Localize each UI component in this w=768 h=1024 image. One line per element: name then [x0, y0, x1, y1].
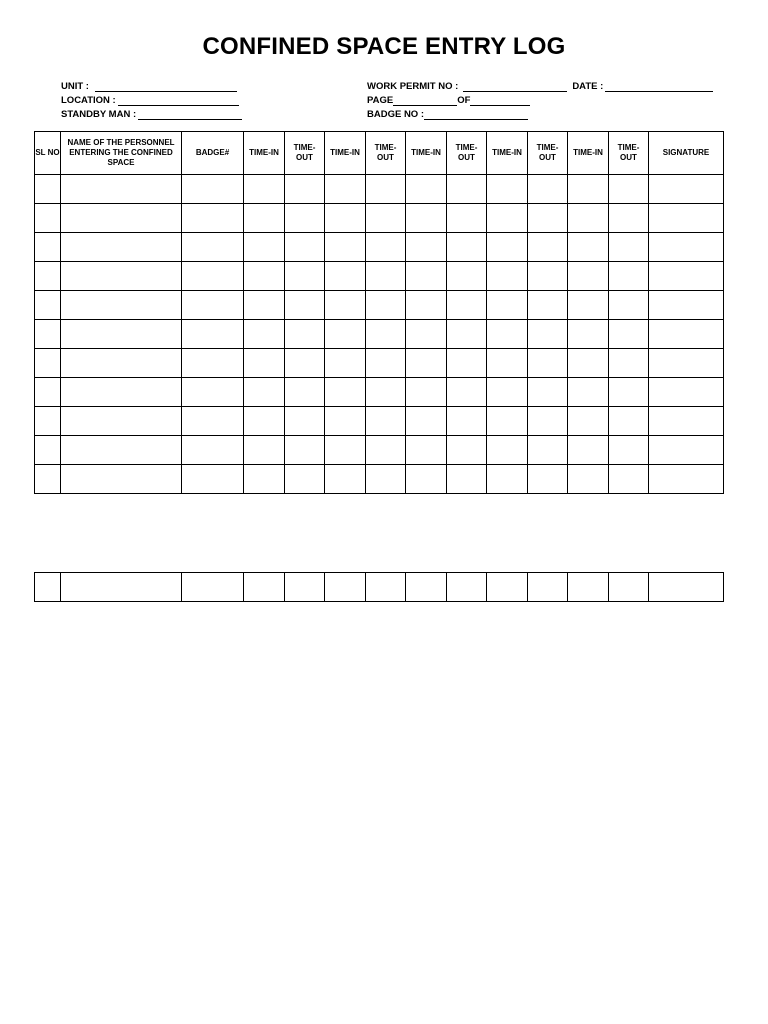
- table-cell[interactable]: [528, 407, 568, 436]
- work-permit-label: WORK PERMIT NO :: [367, 81, 459, 92]
- table-cell[interactable]: [366, 407, 406, 436]
- table-cell[interactable]: [366, 175, 406, 204]
- table-cell[interactable]: [366, 573, 406, 602]
- table-cell[interactable]: [528, 262, 568, 291]
- page-label: PAGE: [367, 95, 394, 106]
- col-header-time-in: TIME-IN: [568, 132, 609, 175]
- table-row: [35, 175, 724, 204]
- table-cell[interactable]: [285, 349, 325, 378]
- table-cell[interactable]: [285, 204, 325, 233]
- table-cell[interactable]: [244, 436, 285, 465]
- location-input-line[interactable]: [118, 96, 239, 106]
- table-cell[interactable]: [528, 573, 568, 602]
- table-cell[interactable]: [285, 573, 325, 602]
- table-cell[interactable]: [487, 204, 528, 233]
- table-cell[interactable]: [61, 407, 182, 436]
- unit-label: UNIT :: [61, 81, 89, 92]
- table-cell[interactable]: [244, 465, 285, 494]
- table-cell[interactable]: [61, 349, 182, 378]
- table-cell[interactable]: [568, 436, 609, 465]
- table-cell[interactable]: [35, 407, 61, 436]
- table-cell[interactable]: [406, 320, 447, 349]
- table-cell[interactable]: [568, 175, 609, 204]
- table-row: [35, 349, 724, 378]
- table-cell[interactable]: [285, 320, 325, 349]
- table-cell[interactable]: [609, 291, 649, 320]
- table-cell[interactable]: [325, 465, 366, 494]
- table-cell[interactable]: [325, 262, 366, 291]
- table-cell[interactable]: [244, 378, 285, 407]
- date-input-line[interactable]: [605, 82, 713, 92]
- table-cell[interactable]: [487, 233, 528, 262]
- table-cell[interactable]: [528, 465, 568, 494]
- table-cell[interactable]: [35, 436, 61, 465]
- table-row: [35, 320, 724, 349]
- table-cell[interactable]: [285, 407, 325, 436]
- standby-man-input-line[interactable]: [138, 110, 242, 120]
- table-cell[interactable]: [35, 262, 61, 291]
- table-cell[interactable]: [61, 291, 182, 320]
- table-cell[interactable]: [487, 349, 528, 378]
- col-header-time-in: TIME-IN: [487, 132, 528, 175]
- table-cell[interactable]: [325, 291, 366, 320]
- table-cell[interactable]: [649, 349, 724, 378]
- table-cell[interactable]: [649, 378, 724, 407]
- table-cell[interactable]: [285, 465, 325, 494]
- standby-man-field: [61, 109, 242, 120]
- table-cell[interactable]: [35, 320, 61, 349]
- table-cell[interactable]: [447, 465, 487, 494]
- col-header-time-in: TIME-IN: [244, 132, 285, 175]
- table-cell[interactable]: [568, 407, 609, 436]
- table-cell[interactable]: [487, 291, 528, 320]
- table-cell[interactable]: [366, 262, 406, 291]
- of-label: OF: [457, 95, 471, 106]
- table-cell[interactable]: [447, 436, 487, 465]
- table-cell[interactable]: [366, 465, 406, 494]
- table-cell[interactable]: [568, 291, 609, 320]
- table-cell[interactable]: [325, 378, 366, 407]
- table-cell[interactable]: [447, 320, 487, 349]
- table-cell[interactable]: [182, 349, 244, 378]
- table-cell[interactable]: [244, 320, 285, 349]
- table-row: [35, 262, 724, 291]
- col-header-time-out: TIME-OUT: [285, 132, 325, 175]
- table-cell[interactable]: [609, 407, 649, 436]
- table-cell[interactable]: [366, 436, 406, 465]
- col-header-time-in: TIME-IN: [406, 132, 447, 175]
- location-field: [61, 95, 239, 106]
- badge-no-input-line[interactable]: [424, 110, 528, 120]
- table-cell[interactable]: [487, 407, 528, 436]
- table-cell[interactable]: [182, 204, 244, 233]
- table-cell[interactable]: [487, 320, 528, 349]
- table-cell[interactable]: [447, 349, 487, 378]
- table-cell[interactable]: [61, 320, 182, 349]
- unit-input-line[interactable]: [95, 82, 237, 92]
- table-cell[interactable]: [609, 378, 649, 407]
- table-cell[interactable]: [325, 349, 366, 378]
- table-cell[interactable]: [609, 465, 649, 494]
- extra-entry-table: [34, 572, 724, 602]
- table-cell[interactable]: [182, 262, 244, 291]
- table-header-row: [35, 132, 724, 175]
- table-cell[interactable]: [406, 175, 447, 204]
- table-cell[interactable]: [244, 407, 285, 436]
- table-cell[interactable]: [182, 320, 244, 349]
- table-cell[interactable]: [609, 573, 649, 602]
- table-cell[interactable]: [447, 378, 487, 407]
- table-cell[interactable]: [487, 262, 528, 291]
- table-cell[interactable]: [406, 291, 447, 320]
- table-cell[interactable]: [285, 175, 325, 204]
- table-cell[interactable]: [528, 378, 568, 407]
- table-cell[interactable]: [528, 436, 568, 465]
- page-field: [367, 95, 530, 106]
- table-cell[interactable]: [568, 378, 609, 407]
- table-cell[interactable]: [406, 378, 447, 407]
- table-cell[interactable]: [325, 175, 366, 204]
- table-cell[interactable]: [285, 378, 325, 407]
- table-row: [35, 291, 724, 320]
- table-cell[interactable]: [406, 407, 447, 436]
- date-label: DATE :: [572, 81, 604, 92]
- table-cell[interactable]: [447, 407, 487, 436]
- table-cell[interactable]: [447, 175, 487, 204]
- table-cell[interactable]: [244, 175, 285, 204]
- col-header-signature: SIGNATURE: [649, 132, 724, 175]
- table-cell[interactable]: [406, 349, 447, 378]
- table-cell[interactable]: [609, 320, 649, 349]
- table-cell[interactable]: [182, 233, 244, 262]
- table-cell[interactable]: [447, 233, 487, 262]
- table-cell[interactable]: [609, 204, 649, 233]
- table-row: [35, 407, 724, 436]
- table-row: [35, 573, 724, 602]
- table-cell[interactable]: [35, 233, 61, 262]
- badge-no-field: [367, 109, 528, 120]
- table-cell[interactable]: [528, 320, 568, 349]
- col-header-time-out: TIME-OUT: [366, 132, 406, 175]
- col-header-time-out: TIME-OUT: [609, 132, 649, 175]
- table-cell[interactable]: [61, 262, 182, 291]
- table-cell[interactable]: [406, 465, 447, 494]
- col-header-sl-no: SL NO: [35, 132, 61, 175]
- table-cell[interactable]: [325, 204, 366, 233]
- table-cell[interactable]: [568, 465, 609, 494]
- table-cell[interactable]: [35, 175, 61, 204]
- table-cell[interactable]: [285, 262, 325, 291]
- table-cell[interactable]: [244, 262, 285, 291]
- location-label: LOCATION :: [61, 95, 116, 106]
- table-cell[interactable]: [325, 436, 366, 465]
- table-cell[interactable]: [609, 233, 649, 262]
- col-header-time-in: TIME-IN: [325, 132, 366, 175]
- table-row: [35, 233, 724, 262]
- page-title: CONFINED SPACE ENTRY LOG: [202, 33, 566, 60]
- table-cell[interactable]: [649, 573, 724, 602]
- table-cell[interactable]: [528, 175, 568, 204]
- table-cell[interactable]: [35, 378, 61, 407]
- table-cell[interactable]: [325, 233, 366, 262]
- table-cell[interactable]: [366, 378, 406, 407]
- table-cell[interactable]: [406, 436, 447, 465]
- table-cell[interactable]: [447, 573, 487, 602]
- table-cell[interactable]: [182, 465, 244, 494]
- table-cell[interactable]: [406, 204, 447, 233]
- table-cell[interactable]: [35, 349, 61, 378]
- table-cell[interactable]: [182, 291, 244, 320]
- table-cell[interactable]: [447, 262, 487, 291]
- table-cell[interactable]: [528, 291, 568, 320]
- entry-log-table: [34, 131, 724, 494]
- table-cell[interactable]: [447, 204, 487, 233]
- table-cell[interactable]: [568, 320, 609, 349]
- table-cell[interactable]: [528, 233, 568, 262]
- table-cell[interactable]: [487, 175, 528, 204]
- table-cell[interactable]: [406, 233, 447, 262]
- table-cell[interactable]: [649, 175, 724, 204]
- table-cell[interactable]: [35, 573, 61, 602]
- table-cell[interactable]: [649, 320, 724, 349]
- table-cell[interactable]: [61, 436, 182, 465]
- table-cell[interactable]: [182, 407, 244, 436]
- standby-man-label: STANDBY MAN :: [61, 109, 137, 120]
- table-cell[interactable]: [568, 573, 609, 602]
- table-cell[interactable]: [182, 175, 244, 204]
- table-cell[interactable]: [61, 378, 182, 407]
- table-cell[interactable]: [244, 233, 285, 262]
- table-cell[interactable]: [244, 204, 285, 233]
- table-cell[interactable]: [568, 233, 609, 262]
- table-cell[interactable]: [649, 291, 724, 320]
- table-cell[interactable]: [487, 436, 528, 465]
- work-permit-input-line[interactable]: [463, 82, 567, 92]
- table-cell[interactable]: [182, 436, 244, 465]
- table-cell[interactable]: [406, 573, 447, 602]
- col-header-name: NAME OF THE PERSONNEL ENTERING THE CONFINED SPACE: [61, 132, 182, 175]
- table-cell[interactable]: [325, 320, 366, 349]
- table-row: [35, 204, 724, 233]
- table-cell[interactable]: [528, 204, 568, 233]
- work-permit-field: [367, 81, 713, 92]
- table-cell[interactable]: [609, 349, 649, 378]
- table-cell[interactable]: [325, 407, 366, 436]
- table-cell[interactable]: [649, 407, 724, 436]
- table-cell[interactable]: [487, 465, 528, 494]
- table-cell[interactable]: [487, 378, 528, 407]
- table-cell[interactable]: [487, 573, 528, 602]
- table-cell[interactable]: [244, 349, 285, 378]
- table-cell[interactable]: [568, 349, 609, 378]
- table-cell[interactable]: [244, 291, 285, 320]
- table-cell[interactable]: [649, 436, 724, 465]
- table-cell[interactable]: [61, 465, 182, 494]
- table-cell[interactable]: [447, 291, 487, 320]
- table-row: [35, 465, 724, 494]
- table-cell[interactable]: [568, 204, 609, 233]
- table-cell[interactable]: [366, 204, 406, 233]
- table-cell[interactable]: [35, 465, 61, 494]
- page-input-line[interactable]: [393, 96, 457, 106]
- table-cell[interactable]: [366, 349, 406, 378]
- table-cell[interactable]: [649, 262, 724, 291]
- table-cell[interactable]: [61, 204, 182, 233]
- table-cell[interactable]: [285, 233, 325, 262]
- table-cell[interactable]: [568, 262, 609, 291]
- table-cell[interactable]: [35, 291, 61, 320]
- of-input-line[interactable]: [470, 96, 530, 106]
- table-cell[interactable]: [325, 573, 366, 602]
- table-cell[interactable]: [406, 262, 447, 291]
- table-cell[interactable]: [366, 320, 406, 349]
- table-cell[interactable]: [366, 233, 406, 262]
- table-cell[interactable]: [182, 573, 244, 602]
- table-cell[interactable]: [649, 233, 724, 262]
- table-cell[interactable]: [285, 291, 325, 320]
- table-row: [35, 378, 724, 407]
- table-cell[interactable]: [244, 573, 285, 602]
- table-cell[interactable]: [609, 262, 649, 291]
- table-cell[interactable]: [35, 204, 61, 233]
- table-cell[interactable]: [528, 349, 568, 378]
- table-cell[interactable]: [649, 204, 724, 233]
- col-header-badge: BADGE#: [182, 132, 244, 175]
- table-row: [35, 436, 724, 465]
- col-header-time-out: TIME-OUT: [528, 132, 568, 175]
- table-cell[interactable]: [366, 291, 406, 320]
- col-header-time-out: TIME-OUT: [447, 132, 487, 175]
- table-cell[interactable]: [61, 233, 182, 262]
- unit-field: [61, 81, 237, 92]
- table-cell[interactable]: [182, 378, 244, 407]
- table-cell[interactable]: [609, 436, 649, 465]
- table-cell[interactable]: [649, 465, 724, 494]
- table-cell[interactable]: [61, 573, 182, 602]
- table-cell[interactable]: [609, 175, 649, 204]
- badge-no-label: BADGE NO :: [367, 109, 424, 120]
- table-cell[interactable]: [285, 436, 325, 465]
- table-cell[interactable]: [61, 175, 182, 204]
